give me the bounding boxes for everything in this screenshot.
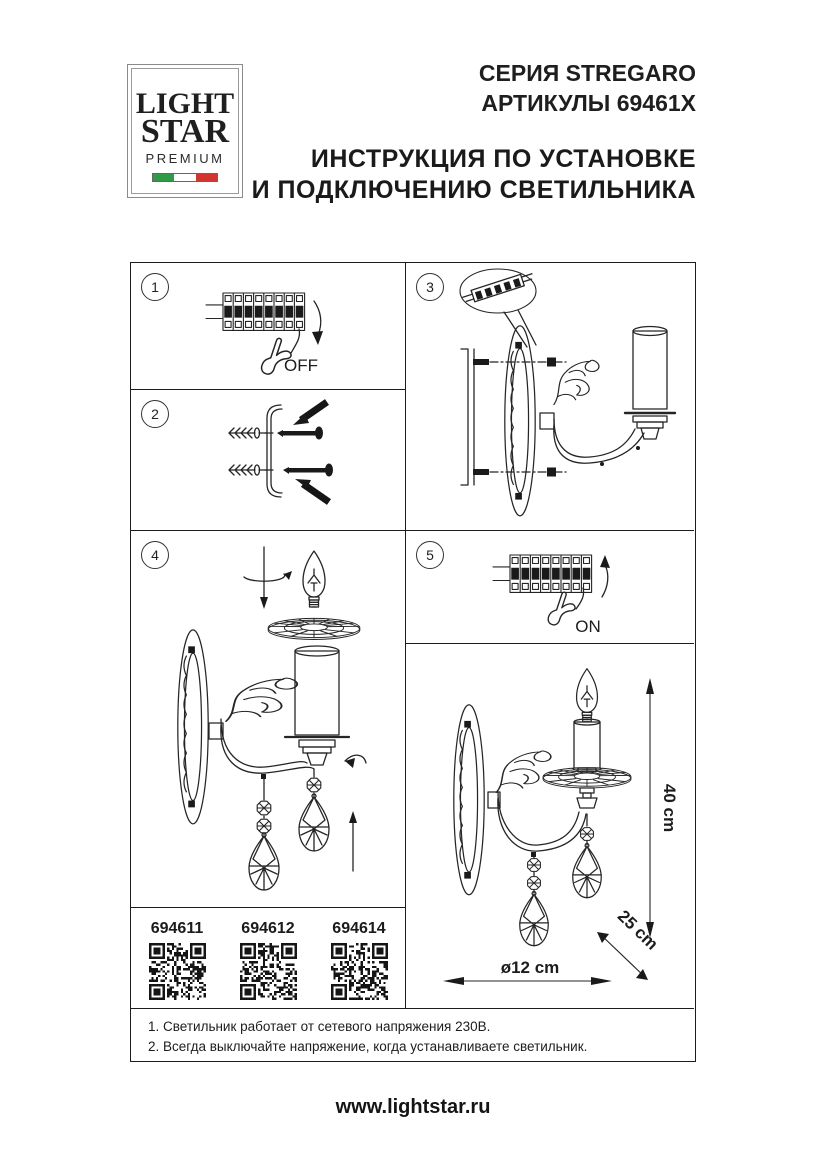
step3-panel	[406, 263, 694, 531]
qr-block-694614	[322, 920, 396, 1005]
curved-arm	[221, 719, 314, 779]
curved-arm	[498, 792, 586, 857]
alignment-dashes	[259, 433, 267, 470]
motion-line	[291, 329, 300, 353]
bolt-angled-bottom	[295, 479, 329, 502]
step4-illustration	[131, 531, 406, 908]
dish-stem	[577, 788, 597, 808]
qr-panel	[131, 908, 406, 1009]
header-text-block	[252, 58, 696, 206]
instruction-grid	[130, 262, 696, 1062]
step2-badge: 2	[141, 400, 169, 428]
arm-bracket	[540, 413, 554, 429]
series-title: СЕРИЯ STREGARO	[478, 60, 696, 86]
step1-illustration	[131, 263, 406, 390]
qr-block-694611	[140, 920, 214, 1005]
height-label: 40 cm	[660, 783, 679, 833]
wall-screw-top	[473, 359, 489, 365]
step3-badge: 3	[416, 273, 444, 301]
screw-top	[277, 427, 323, 440]
step1-badge: 1	[141, 273, 169, 301]
article-number: 694614	[332, 920, 386, 937]
step1-panel	[131, 263, 406, 390]
logo-word-light: LIGHT	[135, 87, 235, 120]
qr-code	[331, 943, 388, 1000]
note-line-2: 2. Всегда выключайте напряжение, когда устанавливаете светильник.	[148, 1039, 588, 1054]
wall-lines	[461, 349, 474, 485]
candle-sleeve	[574, 719, 600, 772]
curved-arm	[554, 419, 644, 466]
crystal-chain-right	[573, 814, 602, 898]
screw-bottom	[283, 464, 333, 477]
screw-head-bottom	[547, 468, 556, 477]
step2-panel	[131, 390, 406, 531]
instruction-title-line1: ИНСТРУКЦИЯ ПО УСТАНОВКЕ	[310, 145, 696, 173]
crystal-chain-left	[249, 779, 279, 890]
logo-word-star: STAR	[140, 113, 230, 150]
step3-illustration	[406, 263, 694, 531]
up-arrow-icon	[349, 811, 357, 871]
arrow-down-head	[312, 331, 323, 345]
step4-panel	[131, 531, 406, 908]
arrow-down-curve	[314, 301, 321, 335]
arrow-up-head	[600, 555, 610, 568]
crystal-chain-left	[520, 857, 549, 946]
italian-flag-icon	[152, 173, 218, 182]
screw-head-top	[547, 358, 556, 367]
off-label: OFF	[284, 356, 318, 375]
diameter-label: ø12 cm	[500, 958, 560, 977]
depth-label: 25 cm	[613, 906, 662, 954]
logo-word-premium: PREMIUM	[145, 151, 225, 166]
motion-line	[576, 588, 584, 609]
lightstar-logo-frame	[131, 68, 239, 194]
articles-title: АРТИКУЛЫ 69461X	[481, 90, 696, 116]
wall-anchor-bottom	[229, 465, 260, 475]
step4-badge: 4	[141, 541, 169, 569]
step5-panel	[406, 531, 694, 644]
safety-notes	[131, 1009, 694, 1060]
hook-arrow-icon	[345, 755, 366, 768]
depth-dimension	[597, 906, 662, 980]
diameter-dimension	[443, 958, 612, 985]
step5-badge: 5	[416, 541, 444, 569]
step2-illustration	[131, 390, 406, 531]
height-dimension	[646, 678, 679, 938]
article-number: 694611	[150, 920, 204, 937]
instruction-title-line2: И ПОДКЛЮЧЕНИЮ СВЕТИЛЬНИКА	[251, 176, 696, 204]
crystal-chain-right	[299, 769, 329, 851]
candle-sleeve	[285, 646, 349, 765]
website-url: www.lightstar.ru	[335, 1096, 491, 1118]
wall-anchor-top	[229, 428, 260, 438]
qr-block-694612	[231, 920, 305, 1005]
qr-code	[149, 943, 206, 1000]
bolt-angled-top	[293, 402, 327, 425]
detail-bubble	[460, 269, 536, 347]
article-number: 694612	[241, 920, 295, 937]
final-dimensions-illustration	[406, 644, 694, 1009]
lightstar-logo	[127, 64, 243, 198]
rotation-arrow-icon	[244, 547, 292, 609]
terminal-block-icon	[462, 271, 535, 305]
cylinder-shade	[625, 327, 675, 440]
step5-illustration	[406, 531, 694, 644]
wall-screw-bottom	[473, 469, 489, 475]
mounting-bracket	[265, 405, 282, 497]
arrow-up-curve	[602, 565, 608, 597]
final-view-panel	[406, 644, 694, 1009]
qr-code	[240, 943, 297, 1000]
on-label: ON	[575, 617, 601, 636]
note-line-1: 1. Светильник работает от сетевого напряжения 230В.	[148, 1019, 491, 1034]
